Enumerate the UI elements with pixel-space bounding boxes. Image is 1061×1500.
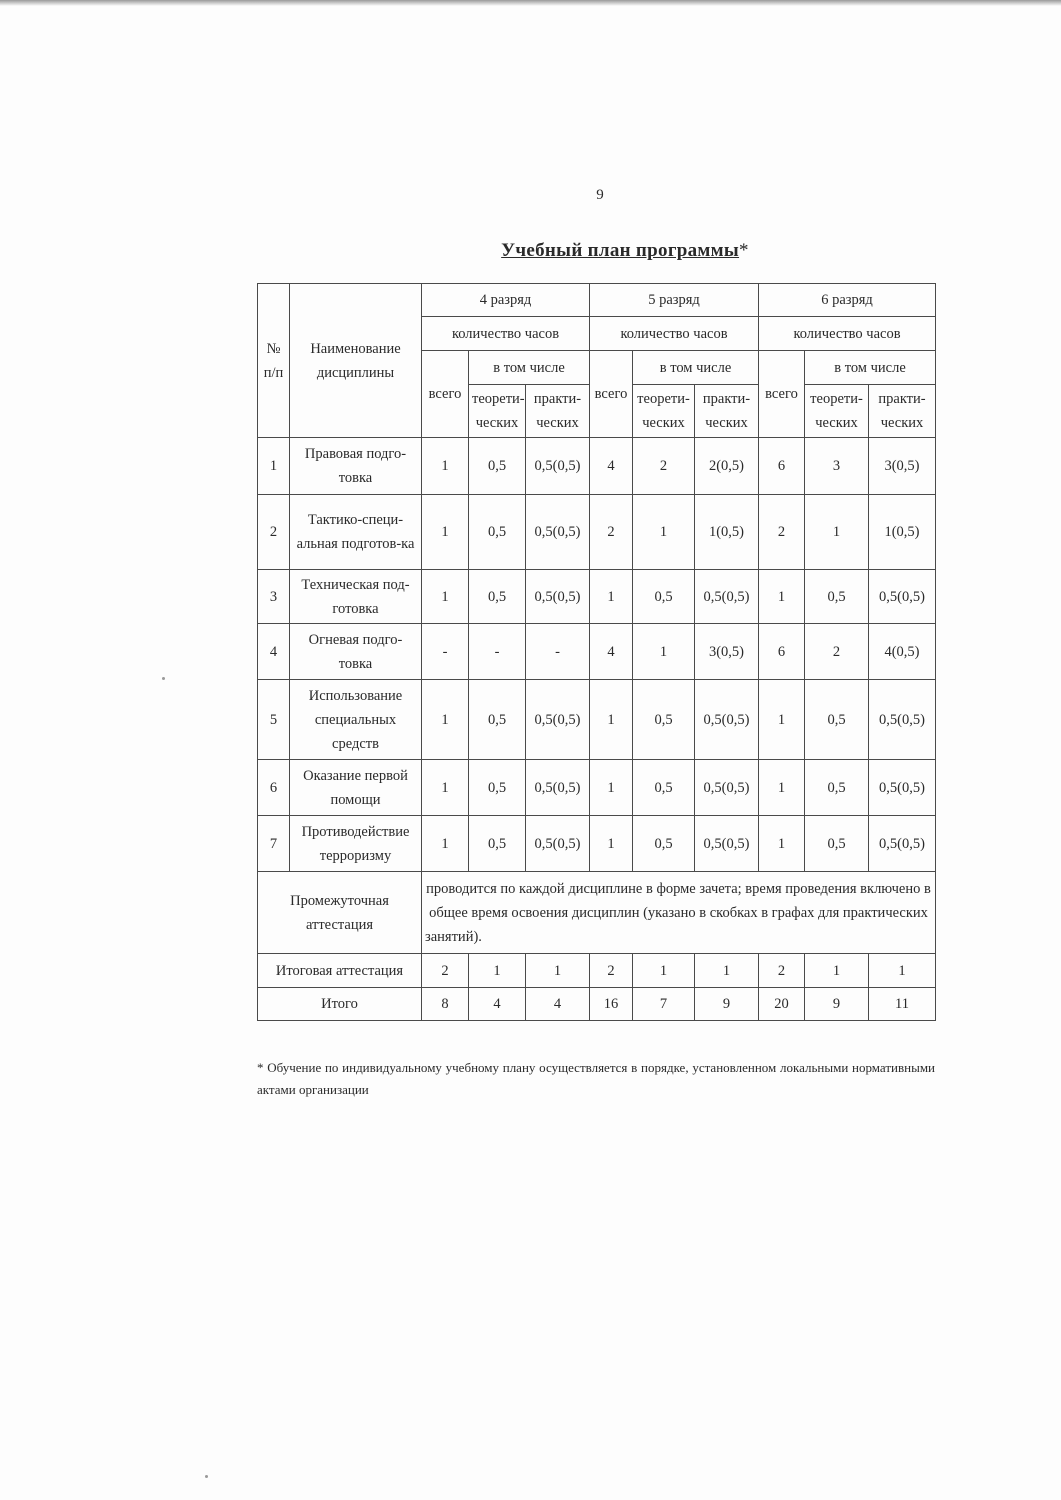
hours-cell: 4 — [590, 438, 633, 495]
hours-cell: 8 — [422, 988, 469, 1021]
hours-cell: 1 — [633, 954, 695, 988]
hours-cell: 1 — [590, 680, 633, 760]
theory-header: теорети-ческих — [805, 385, 869, 438]
hours-cell: 3(0,5) — [869, 438, 936, 495]
hours-cell: 11 — [869, 988, 936, 1021]
total-row — [258, 988, 936, 1021]
hours-cell: 0,5(0,5) — [526, 760, 590, 816]
scan-edge — [0, 0, 1061, 6]
row-number: 6 — [258, 760, 290, 816]
title-text: Учебный план программы — [501, 240, 740, 261]
including-header: в том числе — [805, 351, 936, 385]
hours-cell: 0,5 — [805, 680, 869, 760]
hours-cell: 1 — [805, 495, 869, 570]
table-row — [258, 760, 936, 816]
hours-cell: 9 — [695, 988, 759, 1021]
hours-cell: 1 — [633, 624, 695, 680]
hours-cell: 1 — [422, 816, 469, 872]
discipline-header: Наименование дисциплины — [290, 284, 422, 438]
theory-header: теорети-ческих — [633, 385, 695, 438]
hours-cell: 0,5(0,5) — [869, 680, 936, 760]
row-number: 2 — [258, 495, 290, 570]
table-row — [258, 680, 936, 760]
table-row — [258, 495, 936, 570]
discipline-name: Огневая подго-товка — [290, 624, 422, 680]
page-title — [430, 240, 820, 262]
total-label: Итого — [258, 988, 422, 1021]
hours-cell: 0,5 — [805, 760, 869, 816]
hours-cell: 2 — [590, 495, 633, 570]
table-body — [258, 438, 936, 872]
grade-header: 4 разряд — [422, 284, 590, 317]
hours-cell: 0,5 — [469, 438, 526, 495]
hours-cell: - — [469, 624, 526, 680]
hours-cell: 0,5 — [633, 570, 695, 624]
hours-cell: 2(0,5) — [695, 438, 759, 495]
hours-cell: 1 — [805, 954, 869, 988]
interim-attestation-label: Промежуточная аттестация — [258, 872, 422, 954]
hours-header: количество часов — [590, 317, 759, 351]
hours-cell: 0,5 — [469, 680, 526, 760]
grade-header: 5 разряд — [590, 284, 759, 317]
hours-cell: 16 — [590, 988, 633, 1021]
hours-cell: 0,5 — [469, 760, 526, 816]
footnote: * Обучение по индивидуальному учебному плану осуществляется в порядке, установленном локальными нормативными актами организации — [257, 1060, 935, 1097]
discipline-name: Тактико-специ-альная подготов-ка — [290, 495, 422, 570]
final-attestation-row — [258, 954, 936, 988]
curriculum-table — [257, 283, 936, 1021]
hours-cell: 6 — [759, 624, 805, 680]
hours-cell: 1 — [759, 816, 805, 872]
row-number: 1 — [258, 438, 290, 495]
hours-cell: 4(0,5) — [869, 624, 936, 680]
hours-cell: 1 — [695, 954, 759, 988]
hours-cell: 2 — [590, 954, 633, 988]
row-number: 4 — [258, 624, 290, 680]
hours-cell: 0,5 — [633, 760, 695, 816]
hours-cell: 0,5(0,5) — [526, 570, 590, 624]
table-footer — [258, 872, 936, 1021]
hours-cell: 4 — [590, 624, 633, 680]
hours-cell: 0,5 — [633, 816, 695, 872]
hours-cell: 1(0,5) — [695, 495, 759, 570]
hours-cell: 1 — [759, 760, 805, 816]
hours-cell: 1 — [759, 570, 805, 624]
theory-header: теорети-ческих — [469, 385, 526, 438]
final-attestation-label: Итоговая аттестация — [258, 954, 422, 988]
hours-cell: - — [422, 624, 469, 680]
row-number: 5 — [258, 680, 290, 760]
hours-cell: 1 — [590, 570, 633, 624]
hours-cell: 6 — [759, 438, 805, 495]
hours-cell: 0,5(0,5) — [869, 760, 936, 816]
title-footnote-mark: * — [739, 240, 749, 261]
row-number: 3 — [258, 570, 290, 624]
hours-cell: 1(0,5) — [869, 495, 936, 570]
hours-cell: 9 — [805, 988, 869, 1021]
hours-header: количество часов — [759, 317, 936, 351]
hours-cell: 0,5 — [469, 816, 526, 872]
practice-header: практи-ческих — [526, 385, 590, 438]
hours-header: количество часов — [422, 317, 590, 351]
total-hours-header: всего — [759, 351, 805, 438]
hours-cell: 1 — [590, 760, 633, 816]
hours-cell: 0,5 — [805, 816, 869, 872]
hours-cell: 1 — [422, 760, 469, 816]
total-hours-header: всего — [590, 351, 633, 438]
hours-cell: 0,5 — [469, 570, 526, 624]
hours-cell: 2 — [759, 954, 805, 988]
hours-cell: 1 — [869, 954, 936, 988]
hours-cell: 0,5 — [633, 680, 695, 760]
hours-cell: 0,5(0,5) — [869, 570, 936, 624]
hours-cell: 0,5(0,5) — [526, 816, 590, 872]
discipline-name: Противодействие терроризму — [290, 816, 422, 872]
hours-cell: 0,5(0,5) — [526, 438, 590, 495]
hours-cell: 1 — [422, 438, 469, 495]
hours-cell: 2 — [759, 495, 805, 570]
hours-cell: 4 — [469, 988, 526, 1021]
scan-speck — [205, 1475, 208, 1478]
total-hours-header: всего — [422, 351, 469, 438]
including-header: в том числе — [469, 351, 590, 385]
hours-cell: 2 — [805, 624, 869, 680]
row-number: 7 — [258, 816, 290, 872]
table-header — [258, 284, 936, 438]
hours-cell: 3 — [805, 438, 869, 495]
table-row — [258, 570, 936, 624]
hours-cell: 0,5(0,5) — [869, 816, 936, 872]
discipline-name: Оказание первой помощи — [290, 760, 422, 816]
hours-cell: - — [526, 624, 590, 680]
hours-cell: 2 — [633, 438, 695, 495]
hours-cell: 0,5 — [805, 570, 869, 624]
table-row — [258, 624, 936, 680]
including-header: в том числе — [633, 351, 759, 385]
hours-cell: 0,5(0,5) — [526, 495, 590, 570]
page-number: 9 — [596, 187, 604, 203]
hours-cell: 0,5(0,5) — [695, 680, 759, 760]
hours-cell: 4 — [526, 988, 590, 1021]
hours-cell: 3(0,5) — [695, 624, 759, 680]
hours-cell: 1 — [469, 954, 526, 988]
discipline-name: Использование специальных средств — [290, 680, 422, 760]
discipline-name: Правовая подго-товка — [290, 438, 422, 495]
hours-cell: 20 — [759, 988, 805, 1021]
hours-cell: 0,5 — [469, 495, 526, 570]
hours-cell: 7 — [633, 988, 695, 1021]
discipline-name: Техническая под-готовка — [290, 570, 422, 624]
hours-cell: 1 — [759, 680, 805, 760]
hours-cell: 1 — [590, 816, 633, 872]
grade-header: 6 разряд — [759, 284, 936, 317]
hours-cell: 0,5(0,5) — [695, 570, 759, 624]
scan-speck — [162, 677, 165, 680]
hours-cell: 1 — [422, 495, 469, 570]
interim-attestation-text: проводится по каждой дисциплине в форме зачета; время проведения включено в общее время освоения дисциплин (указано в скобках в графах для практических занятий). — [422, 872, 936, 954]
hours-cell: 0,5(0,5) — [695, 760, 759, 816]
hours-cell: 1 — [526, 954, 590, 988]
hours-cell: 0,5(0,5) — [695, 816, 759, 872]
hours-cell: 1 — [422, 570, 469, 624]
hours-cell: 2 — [422, 954, 469, 988]
practice-header: практи-ческих — [869, 385, 936, 438]
table-row — [258, 816, 936, 872]
hours-cell: 0,5(0,5) — [526, 680, 590, 760]
table-row — [258, 438, 936, 495]
practice-header: практи-ческих — [695, 385, 759, 438]
hours-cell: 1 — [422, 680, 469, 760]
num-header: № п/п — [258, 284, 290, 438]
hours-cell: 1 — [633, 495, 695, 570]
